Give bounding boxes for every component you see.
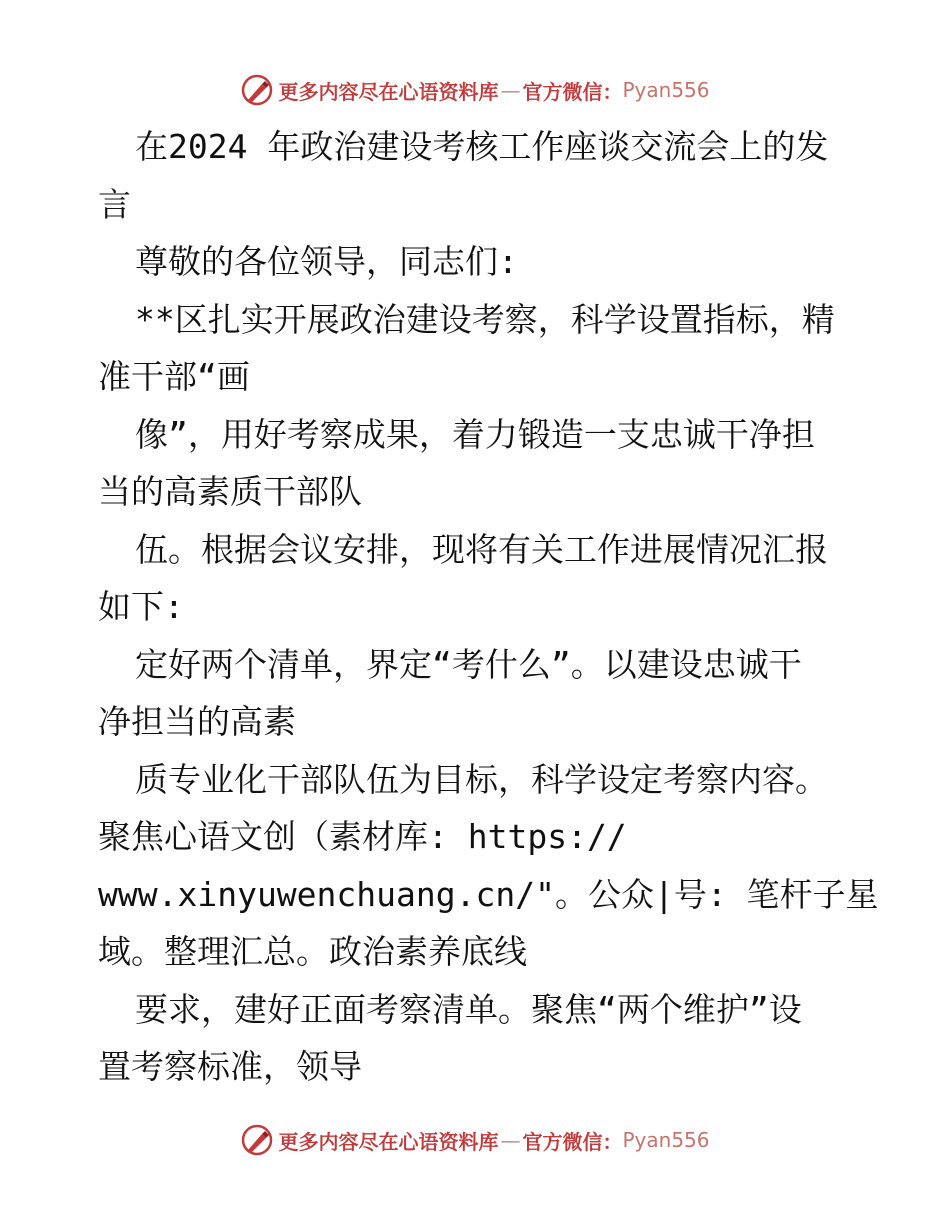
watermark-main-text: 更多内容尽在心语资料库 bbox=[278, 1129, 499, 1154]
document-line: www.xinyuwenchuang.cn/"。公众|号: 笔杆子星 bbox=[98, 874, 879, 914]
document-body bbox=[98, 118, 879, 1096]
document-line: 定好两个清单，界定“考什么”。以建设忠诚干 bbox=[135, 644, 802, 684]
document-line: 像”，用好考察成果，着力锻造一支忠诚干净担 bbox=[135, 414, 815, 454]
watermark-separator: — bbox=[500, 78, 521, 102]
watermark-wechat-id: Pyan556 bbox=[622, 78, 710, 102]
document-line: 伍。根据会议安排，现将有关工作进展情况汇报 bbox=[135, 529, 828, 569]
document-line: 尊敬的各位领导，同志们: bbox=[135, 242, 518, 281]
watermark-banner-bottom bbox=[0, 1120, 950, 1160]
document-line: 在2024 年政治建设考核工作座谈交流会上的发 bbox=[135, 127, 829, 166]
document-line: **区扎实开展政治建设考察，科学设置指标，精 bbox=[135, 299, 835, 339]
watermark-wechat-label: 官方微信： bbox=[522, 79, 623, 104]
pen-logo-icon bbox=[240, 1123, 274, 1157]
document-line: 当的高素质干部队 bbox=[98, 472, 362, 511]
document-line: 准干部“画 bbox=[98, 357, 250, 396]
watermark-main-text: 更多内容尽在心语资料库 bbox=[278, 79, 499, 104]
document-line: 质专业化干部队伍为目标，科学设定考察内容。 bbox=[135, 759, 828, 799]
document-line: 净担当的高素 bbox=[98, 702, 296, 741]
document-line: 域。整理汇总。政治素养底线 bbox=[98, 932, 527, 971]
document-line: 言 bbox=[98, 184, 131, 224]
watermark-wechat-label: 官方微信： bbox=[522, 1129, 623, 1154]
pen-logo-icon bbox=[240, 73, 274, 107]
watermark-wechat-id: Pyan556 bbox=[622, 1128, 710, 1152]
document-line: 要求，建好正面考察清单。聚焦“两个维护”设 bbox=[135, 989, 802, 1029]
document-line: 聚焦心语文创（素材库: https:// bbox=[98, 817, 627, 856]
document-line: 如下: bbox=[98, 587, 184, 626]
document-line: 置考察标准，领导 bbox=[98, 1047, 362, 1086]
watermark-separator: — bbox=[500, 1128, 521, 1152]
watermark-banner-top bbox=[0, 70, 950, 110]
